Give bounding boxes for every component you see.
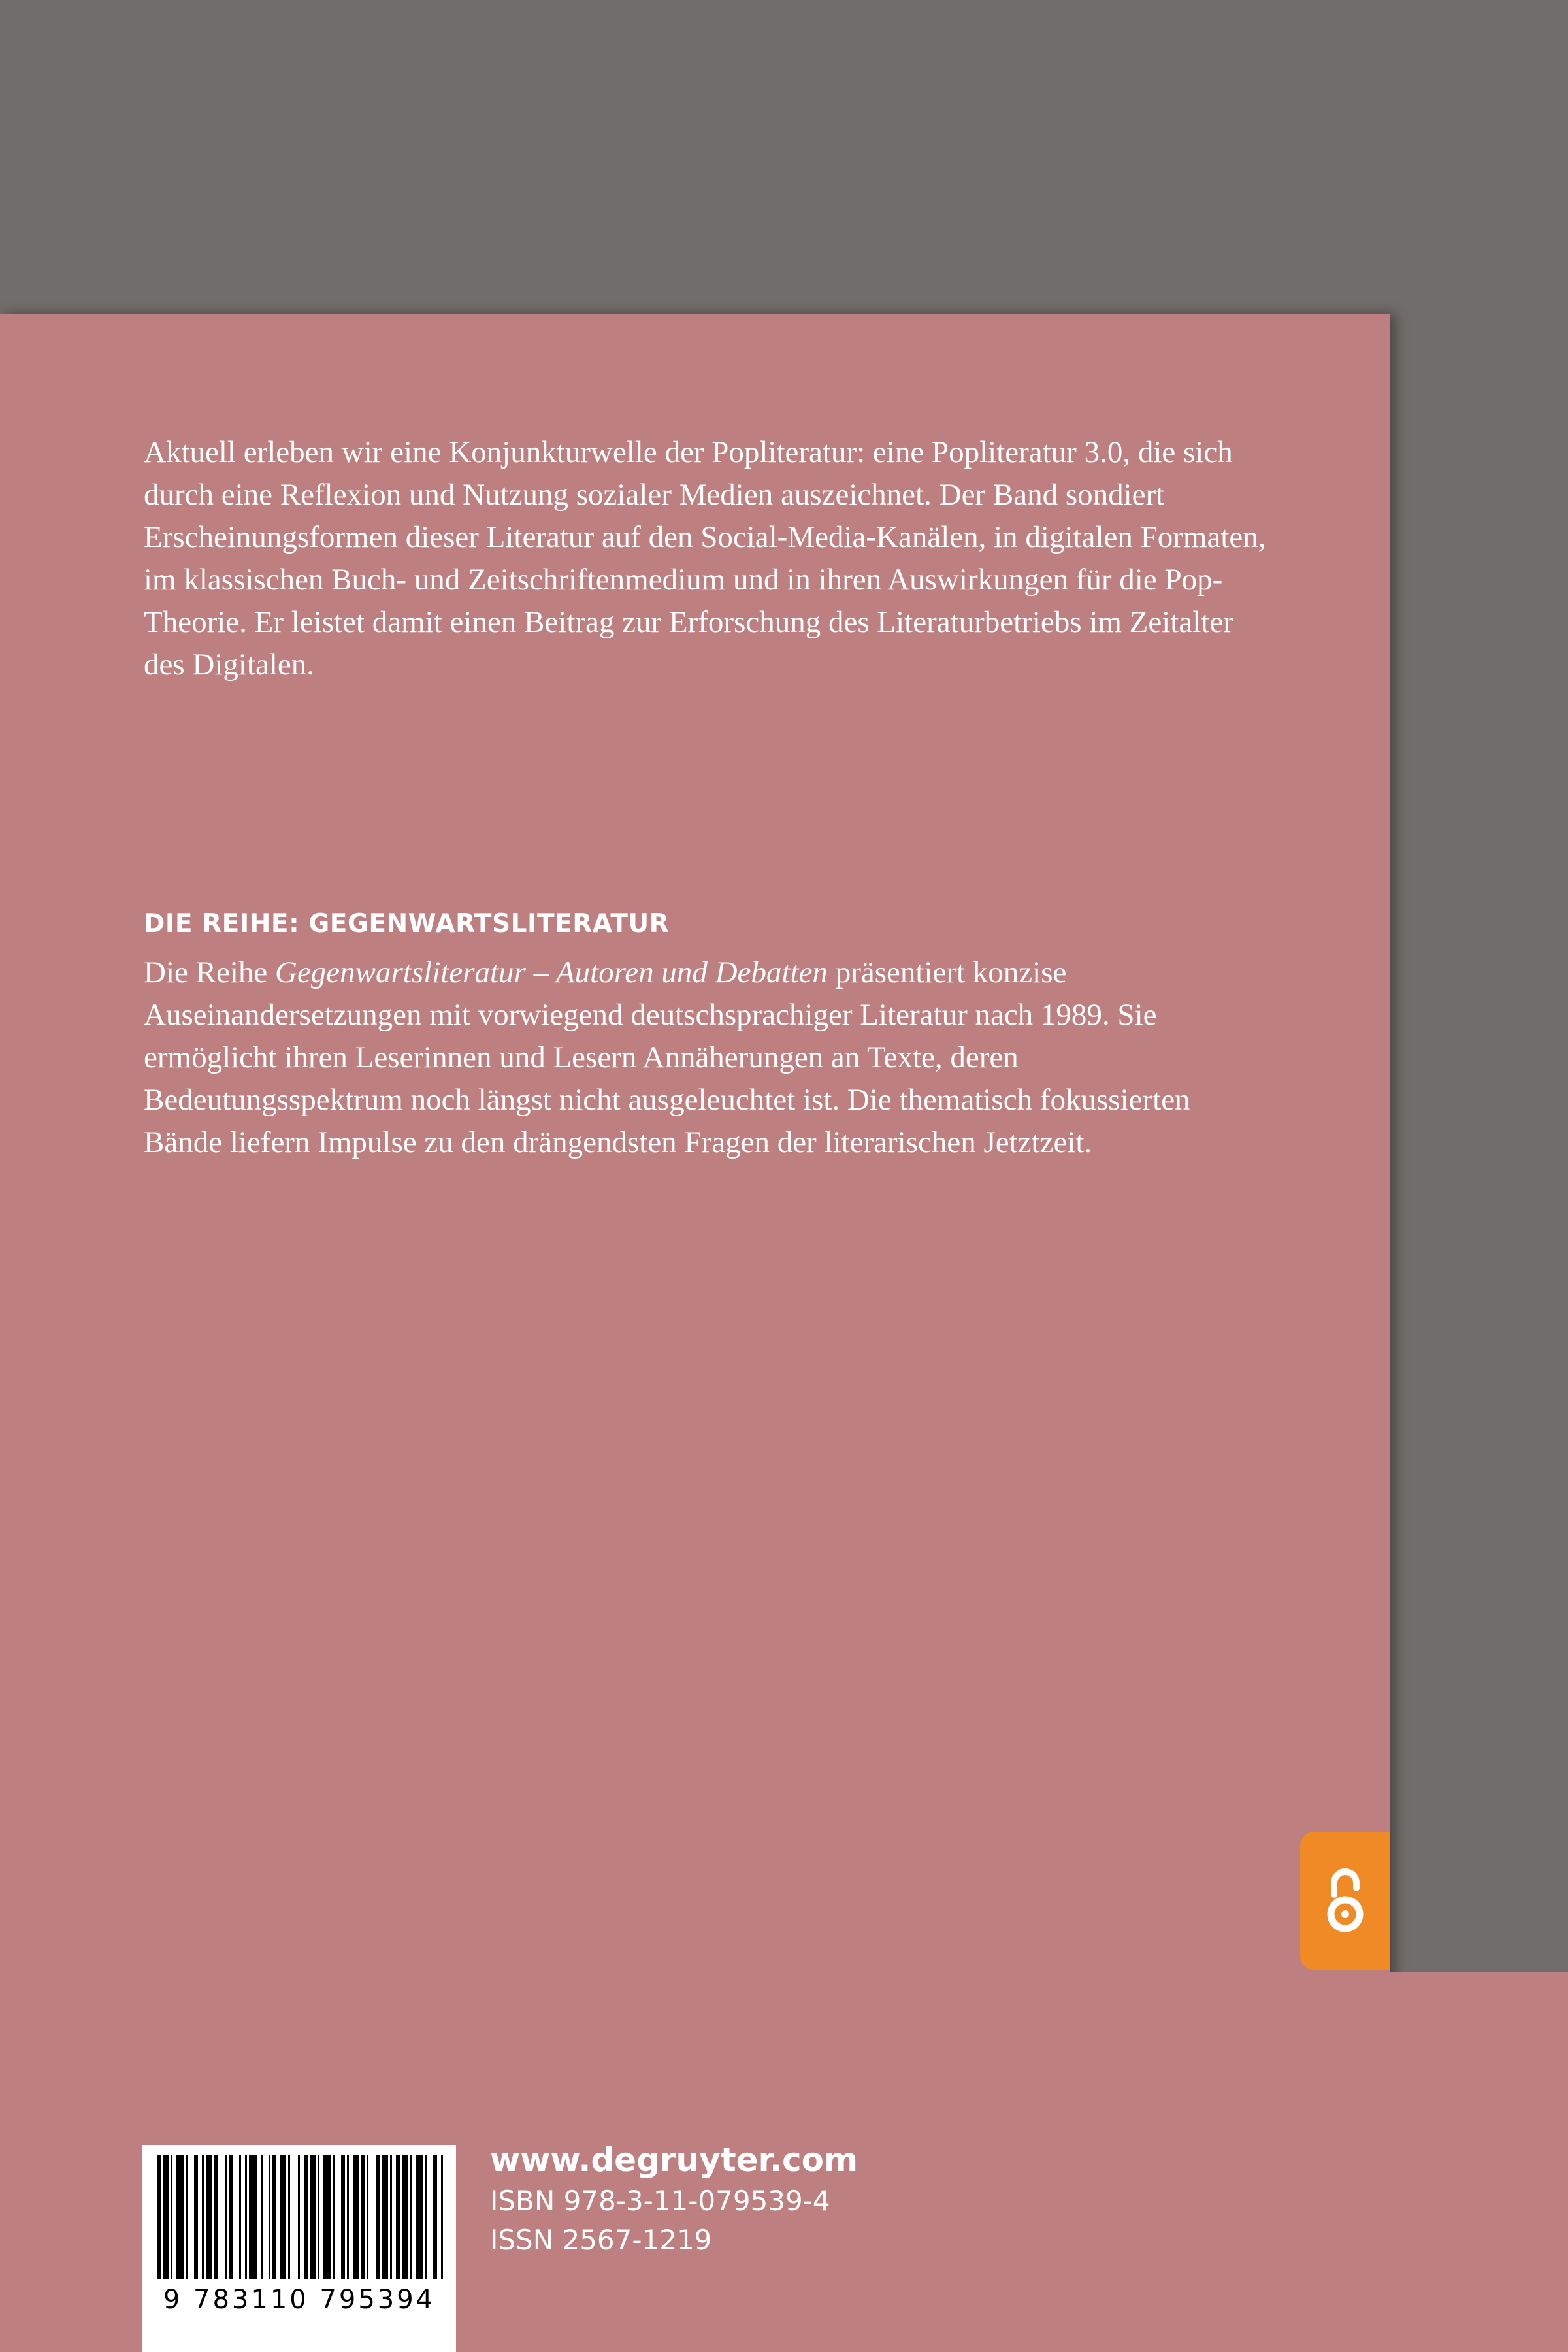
barcode-bar xyxy=(249,2155,257,2279)
barcode-bar xyxy=(323,2155,331,2279)
barcode-bar xyxy=(176,2155,184,2279)
barcode-bar xyxy=(239,2155,241,2279)
barcode-bar xyxy=(261,2155,263,2279)
publisher-url: www.degruyter.com xyxy=(490,2141,858,2179)
barcode-bar xyxy=(367,2155,368,2279)
barcode-bar xyxy=(157,2155,161,2279)
barcode-bar xyxy=(347,2155,349,2279)
publisher-imprint xyxy=(490,2138,858,2260)
issn-number: ISSN 2567-1219 xyxy=(490,2224,712,2256)
gray-header-band xyxy=(0,0,1568,314)
barcode xyxy=(142,2145,456,2352)
gray-side-band xyxy=(1390,0,1568,1972)
barcode-bar xyxy=(310,2155,316,2279)
barcode-bar xyxy=(280,2155,286,2279)
cover-panel-extension xyxy=(1390,1972,1568,2352)
barcode-bar xyxy=(390,2155,392,2279)
barcode-bar xyxy=(194,2155,198,2279)
barcode-bar xyxy=(425,2155,427,2279)
barcode-bars xyxy=(142,2145,456,2282)
barcode-bar xyxy=(396,2155,400,2279)
barcode-bar xyxy=(202,2155,204,2279)
barcode-bar xyxy=(304,2155,308,2279)
isbn-number: ISBN 978-3-11-079539-4 xyxy=(490,2185,830,2217)
open-access-icon xyxy=(1324,1864,1366,1938)
barcode-bar xyxy=(410,2155,412,2279)
open-access-badge xyxy=(1300,1832,1390,1970)
barcode-bar xyxy=(416,2155,423,2279)
barcode-bar xyxy=(353,2155,359,2279)
barcode-bar xyxy=(333,2155,335,2279)
barcode-bar xyxy=(186,2155,188,2279)
barcode-bar xyxy=(269,2155,270,2279)
barcode-digits: 9 783110 795394 xyxy=(163,2285,436,2315)
barcode-bar xyxy=(318,2155,319,2279)
barcode-bar xyxy=(441,2155,443,2279)
barcode-bar xyxy=(341,2155,345,2279)
series-heading: DIE REIHE: GEGENWARTSLITERATUR xyxy=(144,909,670,938)
barcode-bar xyxy=(361,2155,365,2279)
barcode-bar xyxy=(229,2155,233,2279)
barcode-bar xyxy=(433,2155,437,2279)
barcode-bar xyxy=(245,2155,247,2279)
barcode-bar xyxy=(298,2155,300,2279)
barcode-bar xyxy=(288,2155,290,2279)
barcode-bar xyxy=(206,2155,212,2279)
series-title: Gegenwartsliteratur – Autoren und Debatten xyxy=(275,955,828,989)
barcode-bar xyxy=(171,2155,172,2279)
barcode-bar xyxy=(382,2155,388,2279)
book-blurb: Aktuell erleben wir eine Konjunkturwelle der Popliteratur: eine Popliteratur 3.0, die sich durch eine Reflexion und Nutzung sozialer Medien auszeichnet. Der Band sondiert Erscheinungsformen dieser Literatur auf den Social-Media-Kanälen, in digitalen Formaten, im klassischen Buch- und Zeitschriftenmedium und in ihren Auswirkungen für die Pop-Theorie. Er leistet damit einen Beitrag zur Erforschung des Literaturbetriebs im Zeitalter des Digitalen. xyxy=(144,435,1266,682)
barcode-bar xyxy=(402,2155,408,2279)
series-intro: Die Reihe xyxy=(144,955,275,989)
barcode-bar xyxy=(214,2155,218,2279)
barcode-bar xyxy=(376,2155,380,2279)
barcode-bar xyxy=(163,2155,169,2279)
barcode-bar xyxy=(272,2155,276,2279)
series-body: präsentiert konzise Auseinandersetzungen mit vorwiegend deutschsprachiger Literatur nach 1989. Sie ermöglicht ihren Leserinnen und Lesern Annäherungen an Texte, deren Bedeutungsspektrum noch längst nicht ausgeleuchtet ist. Die thematisch fokussierten Bände liefern Impulse zu den drängendsten Fragen der literarischen Jetztzeit. xyxy=(144,955,1190,1159)
series-description xyxy=(144,952,1267,1164)
barcode-bar xyxy=(225,2155,227,2279)
